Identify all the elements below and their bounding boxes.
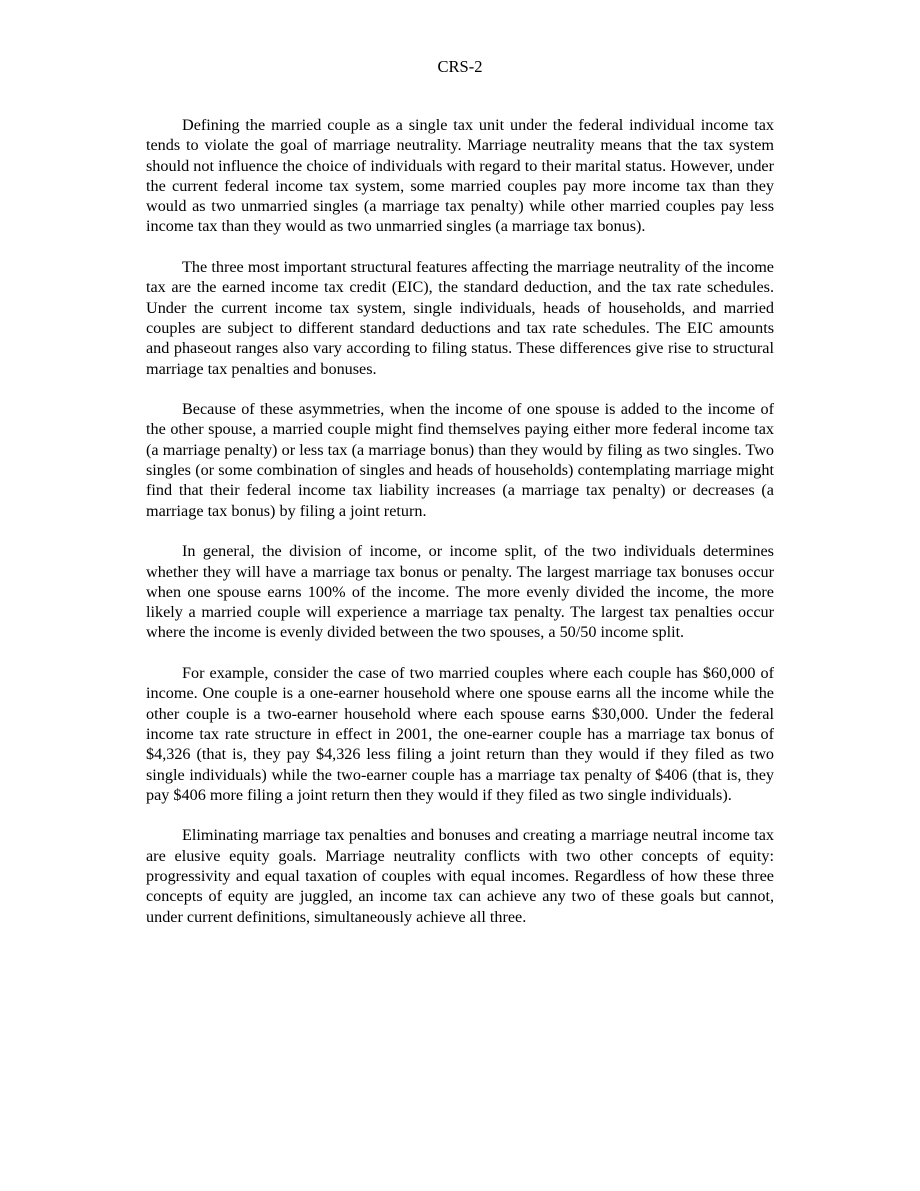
page-header: CRS-2 bbox=[437, 57, 483, 76]
paragraph-marriage-neutrality: Defining the married couple as a single tax unit under the federal individual income tax tends to violate the goal of marriage neutrality. Marriage neutrality means that the tax system should not influence the choice of individuals with regard to their marital status. However, under the current federal income tax system, some married couples pay more income tax than they would as two unmarried singles (a marriage tax penalty) while other married couples pay less income tax than they would as two unmarried singles (a marriage tax bonus). bbox=[146, 116, 774, 236]
paragraph-equity-goals: Eliminating marriage tax penalties and bonuses and creating a marriage neutral income tax are elusive equity goals. Marriage neutrality conflicts with two other concepts of equity: progressivity and equal taxation of couples with equal incomes. Regardless of how these three concepts of equity are juggled, an income tax can achieve any two of these goals but cannot, under current definitions, simultaneously achieve all three. bbox=[146, 826, 774, 926]
paragraph-asymmetries: Because of these asymmetries, when the income of one spouse is added to the income of the other spouse, a married couple might find themselves paying either more federal income tax (a marriage penalty) or less tax (a marriage bonus) than they would by filing as two singles. Two singles (or some combination of singles and heads of households) contemplating marriage might find that their federal income tax liability increases (a marriage tax penalty) or decreases (a marriage tax bonus) by filing a joint return. bbox=[146, 400, 774, 520]
paragraph-example: For example, consider the case of two married couples where each couple has $60,000 of income. One couple is a one-earner household where one spouse earns all the income while the other couple is a two-earner household where each spouse earns $30,000. Under the federal income tax rate structure in effect in 2001, the one-earner couple has a marriage tax bonus of $4,326 (that is, they pay $4,326 less filing a joint return than they would if they filed as two single individuals) while the two-earner couple has a marriage tax penalty of $406 (that is, they pay $406 more filing a joint return then they would if they filed as two single individuals). bbox=[146, 664, 774, 804]
paragraph-income-split: In general, the division of income, or income split, of the two individuals determines whether they will have a marriage tax bonus or penalty. The largest marriage tax bonuses occur when one spouse earns 100% of the income. The more evenly divided the income, the more likely a married couple will experience a marriage tax penalty. The largest tax penalties occur where the income is evenly divided between the two spouses, a 50/50 income split. bbox=[146, 542, 774, 642]
body-text bbox=[146, 115, 774, 947]
paragraph-structural-features: The three most important structural features affecting the marriage neutrality of the income tax are the earned income tax credit (EIC), the standard deduction, and the tax rate schedules. Under the current income tax system, single individuals, heads of households, and married couples are subject to different standard deductions and tax rate schedules. The EIC amounts and phaseout ranges also vary according to filing status. These differences give rise to structural marriage tax penalties and bonuses. bbox=[146, 258, 774, 378]
